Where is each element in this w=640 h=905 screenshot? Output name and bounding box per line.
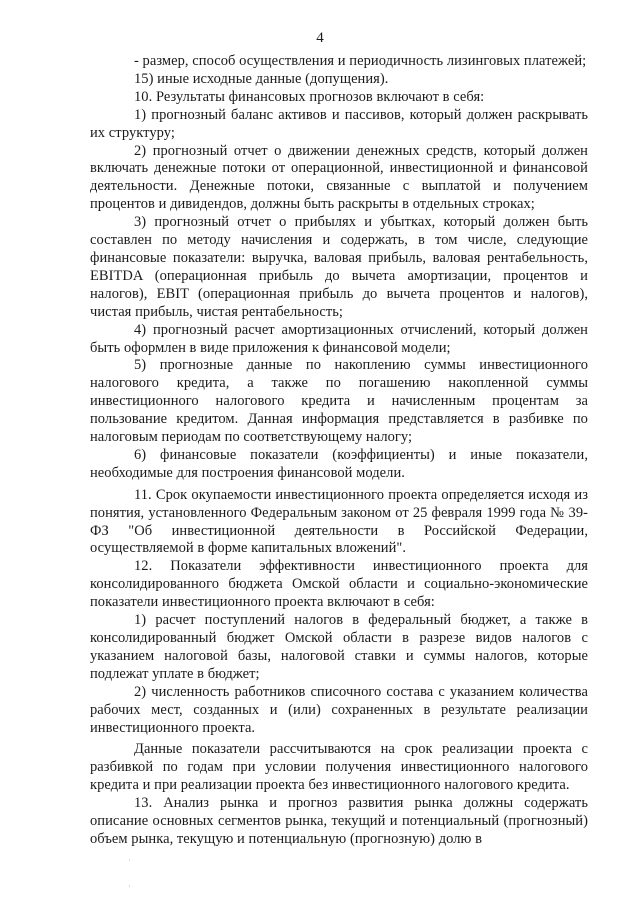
paragraph-12-item-2: 2) численность работников списочного состава с указанием количества рабочих мест, созданных и (или) сохраненных в результате реализации инвестиционного проекта. bbox=[90, 683, 588, 736]
scan-speck: · bbox=[128, 856, 131, 866]
paragraph-item-15: 15) иные исходные данные (допущения). bbox=[134, 70, 389, 87]
page-number: 4 bbox=[316, 30, 324, 46]
paragraph-10-item-1: 1) прогнозный баланс активов и пассивов, который должен раскрывать их структуру; bbox=[90, 106, 588, 141]
paragraph-10-item-3: 3) прогнозный отчет о прибылях и убытках, который должен быть составлен по методу начисления и содержать, в том числе, следующие финансовые показатели: выручка, валовая прибыль, валовая рентабельность, EBITDA (операционная прибыль до вычета амортизации, процентов и налогов), EBIT (операционная прибыль до вычета процентов и налогов), чистая прибыль, чистая рентабельность; bbox=[90, 214, 588, 320]
paragraph-indicators-note: Данные показатели рассчитываются на срок реализации проекта с разбивкой по годам при условии получения инвестиционного налогового кредита и при реализации проекта без инвестиционного налогового кредита. bbox=[90, 741, 588, 794]
paragraph-section-10: 10. Результаты финансовых прогнозов включают в себя: bbox=[134, 88, 485, 105]
paragraph-10-item-4: 4) прогнозный расчет амортизационных отчислений, который должен быть оформлен в виде приложения к финансовой модели; bbox=[90, 321, 588, 356]
paragraph-10-item-2: 2) прогнозный отчет о движении денежных средств, который должен включать денежные потоки от операционной, инвестиционной и финансовой деятельности. Денежные потоки, связанные с выплатой и получением процентов и дивидендов, должны быть раскрыты в отдельных строках; bbox=[90, 142, 588, 213]
paragraph-10-item-5: 5) прогнозные данные по накоплению суммы инвестиционного налогового кредита, а также по погашению накопленной суммы инвестиционного налогового кредита и начисленным процентам за пользование кредитом. Данная информация представляется в разбивке по налоговым периодам по соответствующему налогу; bbox=[90, 357, 588, 446]
paragraph-leasing-payments: - размер, способ осуществления и периодичность лизинговых платежей; bbox=[134, 53, 587, 69]
document-body bbox=[90, 53, 588, 849]
paragraph-10-item-6: 6) финансовые показатели (коэффициенты) и иные показатели, необходимые для построения финансовой модели. bbox=[90, 446, 588, 481]
paragraph-section-13: 13. Анализ рынка и прогноз развития рынка должны содержать описание основных сегментов рынка, текущий и потенциальный (прогнозный) объем рынка, текущую и потенциальную (прогнозную) долю в bbox=[90, 795, 588, 847]
scan-speck: · bbox=[128, 882, 131, 892]
paragraph-section-12: 12. Показатели эффективности инвестиционного проекта для консолидированного бюджета Омской области и социально-экономические показатели инвестиционного проекта включают в себя: bbox=[90, 558, 588, 611]
paragraph-12-item-1: 1) расчет поступлений налогов в федеральный бюджет, а также в консолидированный бюджет Омской области в разрезе видов налогов с указанием налоговой базы, налоговой ставки и суммы налогов, которые подлежат уплате в бюджет; bbox=[90, 612, 588, 682]
paragraph-section-11: 11. Срок окупаемости инвестиционного проекта определяется исходя из понятия, установленного Федеральным законом от 25 февраля 1999 года № 39-ФЗ "Об инвестиционной деятельности в Российской Федерации, осуществляемой в форме капитальных вложений". bbox=[90, 486, 588, 557]
